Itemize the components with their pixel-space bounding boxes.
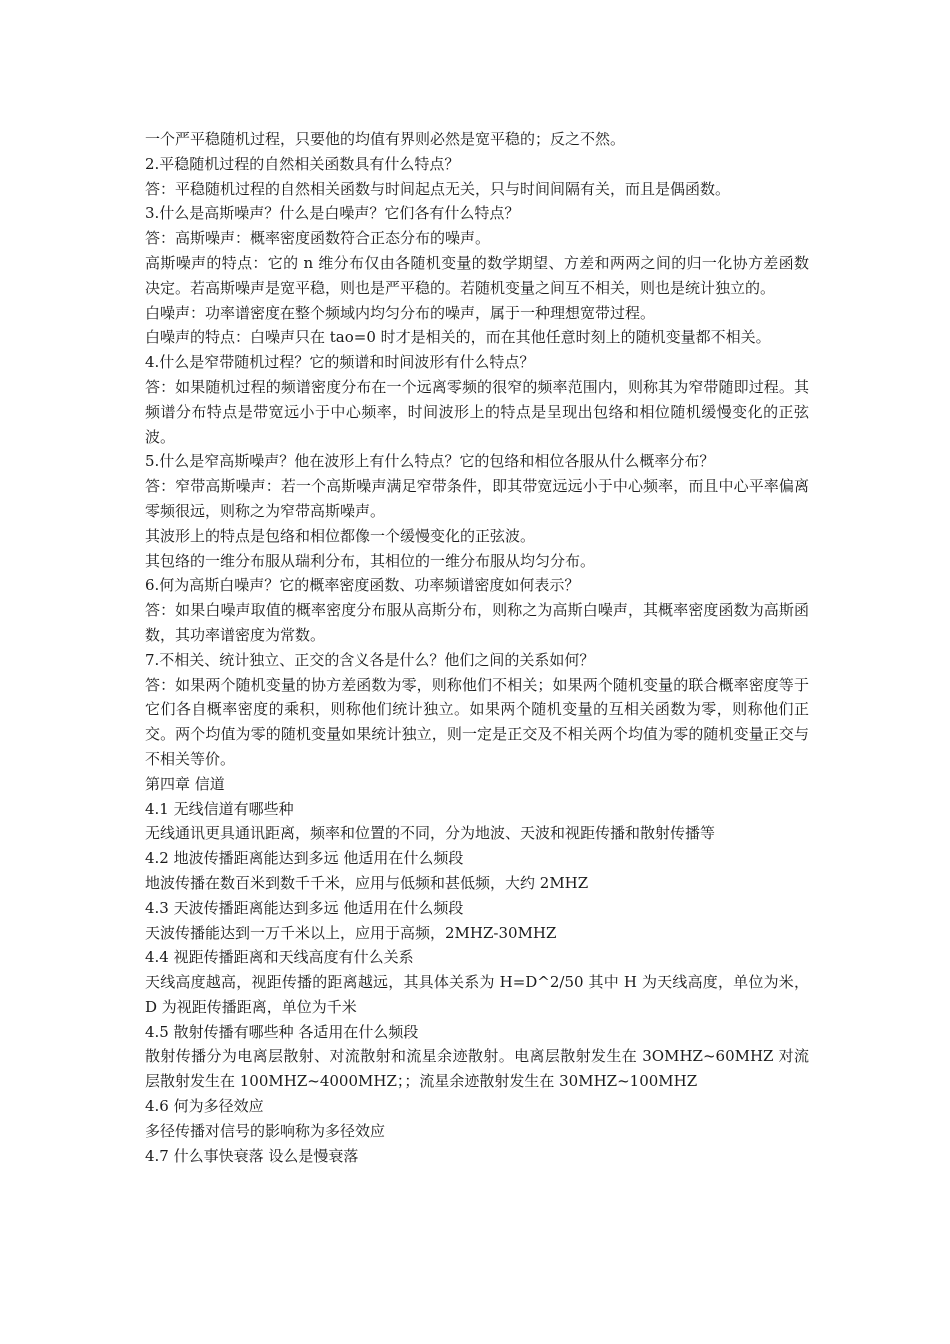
document-page: [145, 127, 809, 1168]
question-heading: 7.不相关、统计独立、正交的含义各是什么？他们之间的关系如何？: [145, 650, 595, 669]
question-heading: 6.何为高斯白噪声？它的概率密度函数、功率频谱密度如何表示？: [145, 576, 580, 595]
answer-paragraph: 答：如果随机过程的频谱密度分布在一个远离零频的很窄的频率范围内，则称其为窄带随即过程。其频谱分布特点是带宽远小于中心频率，时间波形上的特点是呈现出包络和相位随机缓慢变化的正弦波。: [145, 377, 809, 446]
question-heading: 4.3 天波传播距离能达到多远 他适用在什么频段: [145, 898, 464, 917]
answer-paragraph: 答：如果两个随机变量的协方差函数为零，则称他们不相关；如果两个随机变量的联合概率密度等于它们各自概率密度的乘积，则称他们统计独立。如果两个随机变量的互相关函数为零，则称他们正交。两个均值为零的随机变量如果统计独立，则一定是正交及不相关两个均值为零的随机变量正交与不相关等价。: [145, 675, 809, 768]
answer-paragraph: 答：高斯噪声：概率密度函数符合正态分布的噪声。: [145, 229, 491, 248]
question-heading: 4.6 何为多径效应: [145, 1097, 264, 1116]
question-heading: 4.什么是窄带随机过程？它的频谱和时间波形有什么特点？: [145, 353, 535, 372]
paragraph: 一个严平稳随机过程，只要他的均值有界则必然是宽平稳的；反之不然。: [145, 130, 626, 148]
question-heading: 3.什么是高斯噪声？什么是白噪声？它们各有什么特点？: [145, 204, 520, 223]
paragraph: 白噪声的特点：白噪声只在 tao=0 时才是相关的，而在其他任意时刻上的随机变量都不相关。: [145, 328, 771, 347]
answer-paragraph: 答：如果白噪声取值的概率密度分布服从高斯分布，则称之为高斯白噪声，其概率密度函数为高斯函数，其功率谱密度为常数。: [145, 601, 809, 644]
paragraph: 其包络的一维分布服从瑞利分布，其相位的一维分布服从均匀分布。: [145, 551, 596, 570]
answer-paragraph: 天波传播能达到一万千米以上，应用于高频，2MHZ-30MHZ: [145, 923, 557, 942]
question-heading: 4.2 地波传播距离能达到多远 他适用在什么频段: [145, 849, 464, 868]
question-heading: 4.4 视距传播距离和天线高度有什么关系: [145, 948, 414, 967]
question-heading: 4.7 什么事快衰落 设么是慢衰落: [145, 1146, 359, 1165]
paragraph: 白噪声：功率谱密度在整个频域内均匀分布的噪声，属于一种理想宽带过程。: [145, 303, 656, 322]
answer-paragraph: 地波传播在数百米到数千千米，应用与低频和甚低频，大约 2MHZ: [145, 873, 589, 892]
question-heading: 2.平稳随机过程的自然相关函数具有什么特点？: [145, 154, 460, 173]
answer-paragraph: 答：平稳随机过程的自然相关函数与时间起点无关，只与时间间隔有关，而且是偶函数。: [145, 179, 731, 198]
answer-paragraph: 无线通讯更具通讯距离，频率和位置的不同，分为地波、天波和视距传播和散射传播等: [145, 824, 716, 843]
question-heading: 5.什么是窄高斯噪声？他在波形上有什么特点？它的包络和相位各服从什么概率分布？: [145, 452, 715, 471]
answer-paragraph: 散射传播分为电离层散射、对流散射和流星余迹散射。电离层散射发生在 3OMHZ~60MHZ 对流层散射发生在 100MHZ~4000MHZ；；流星余迹散射发生在 30MHZ~100MHZ: [145, 1047, 809, 1091]
question-heading: 4.1 无线信道有哪些种: [145, 799, 294, 818]
paragraph: 其波形上的特点是包络和相位都像一个缓慢变化的正弦波。: [145, 526, 536, 545]
answer-paragraph: 天线高度越高，视距传播的距离越远，其具体关系为 H=D^2/50 其中 H 为天线高度，单位为米，D 为视距传播距离，单位为千米: [145, 973, 809, 1016]
question-heading: 4.5 散射传播有哪些种 各适用在什么频段: [145, 1022, 419, 1041]
answer-paragraph: 答：窄带高斯噪声：若一个高斯噪声满足窄带条件，即其带宽远远小于中心频率，而且中心平率偏离零频很远，则称之为窄带高斯噪声。: [145, 477, 809, 520]
answer-paragraph: 多径传播对信号的影响称为多径效应: [145, 1121, 386, 1140]
chapter-heading: 第四章 信道: [145, 774, 225, 793]
paragraph: 高斯噪声的特点：它的 n 维分布仅由各随机变量的数学期望、方差和两两之间的归一化协方差函数决定。若高斯噪声是宽平稳，则也是严平稳的。若随机变量之间互不相关，则也是统计独立的。: [145, 253, 809, 297]
